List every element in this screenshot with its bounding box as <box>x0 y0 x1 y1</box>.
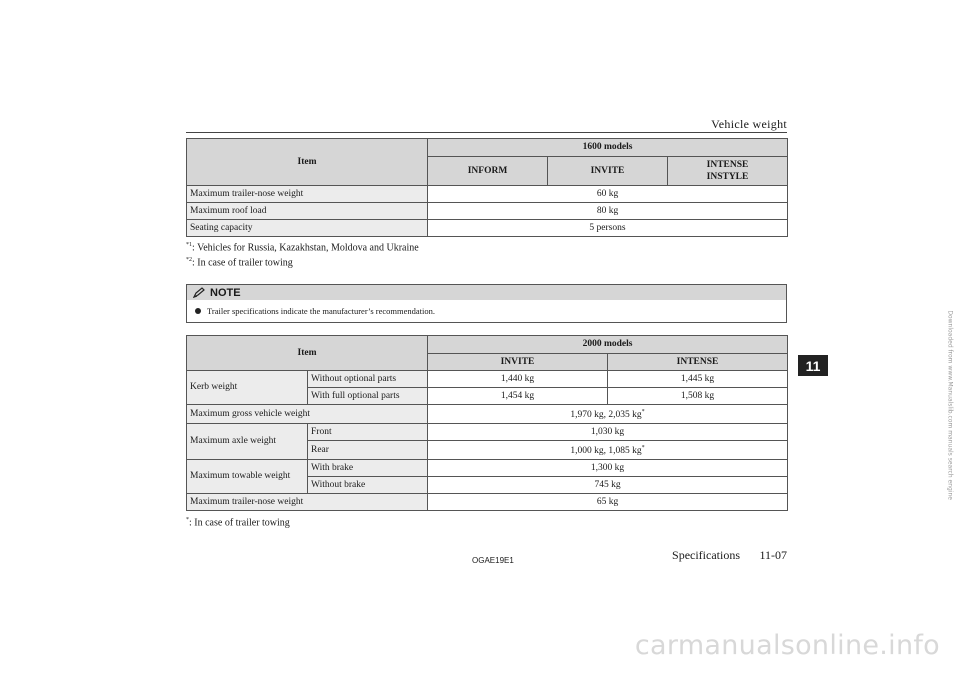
row-value: 1,440 kg <box>428 371 608 388</box>
row-value <box>428 405 788 424</box>
value-text: 1,000 kg, 1,085 kg <box>570 446 642 457</box>
row-sublabel: Front <box>308 424 428 441</box>
table-1600-models <box>186 138 788 237</box>
row-sublabel: Without brake <box>308 477 428 494</box>
table-row <box>187 405 788 424</box>
row-value: 1,030 kg <box>428 424 788 441</box>
group-header: 2000 models <box>428 336 788 354</box>
footnote-mark: * <box>641 445 645 452</box>
row-value: 1,445 kg <box>608 371 788 388</box>
footnote-text: : Vehicles for Russia, Kazakhstan, Moldova and Ukraine <box>192 242 419 254</box>
row-sublabel: With full optional parts <box>308 388 428 405</box>
row-value: 5 persons <box>428 220 788 237</box>
note-header <box>187 285 786 300</box>
row-value: 1,300 kg <box>428 460 788 477</box>
row-value <box>428 441 788 460</box>
row-value: 1,454 kg <box>428 388 608 405</box>
table-row <box>187 186 788 203</box>
document-code: OGAE19E1 <box>472 556 514 565</box>
row-value: 1,508 kg <box>608 388 788 405</box>
table-row <box>187 220 788 237</box>
variant-header: INVITE <box>548 157 668 186</box>
row-sublabel: Rear <box>308 441 428 460</box>
row-label: Kerb weight <box>187 371 308 405</box>
row-label: Maximum axle weight <box>187 424 308 460</box>
footnote-mark: * <box>641 409 645 415</box>
table-row <box>187 424 788 441</box>
table-row <box>187 460 788 477</box>
footnote-text: : In case of trailer towing <box>189 517 290 529</box>
item-header: Item <box>187 139 428 186</box>
row-value: 80 kg <box>428 203 788 220</box>
page-number: 11-07 <box>759 548 787 562</box>
note-text: Trailer specifications indicate the manufacturer’s recommendation. <box>207 305 436 316</box>
row-value: 745 kg <box>428 477 788 494</box>
variant-line: INTENSE <box>706 160 749 170</box>
row-value: 65 kg <box>428 494 788 511</box>
note-box <box>186 284 787 323</box>
bullet-icon <box>195 308 201 314</box>
watermark: carmanualsonline.info <box>634 630 940 661</box>
header-rule <box>186 132 787 133</box>
row-label: Seating capacity <box>187 220 428 237</box>
footnote-text: : In case of trailer towing <box>192 257 293 269</box>
chapter-tab[interactable]: 11 <box>798 355 828 376</box>
section-header: Vehicle weight <box>711 117 787 131</box>
table-2000-models <box>186 335 788 511</box>
footnote-3 <box>186 517 290 528</box>
value-text: 1,970 kg, 2,035 kg <box>570 410 642 421</box>
note-title: NOTE <box>210 286 241 299</box>
footnote-1 <box>186 242 419 253</box>
variant-header: INTENSE <box>608 354 788 371</box>
row-sublabel: Without optional parts <box>308 371 428 388</box>
row-label: Maximum roof load <box>187 203 428 220</box>
row-sublabel: With brake <box>308 460 428 477</box>
row-label: Maximum gross vehicle weight <box>187 405 428 424</box>
item-header: Item <box>187 336 428 371</box>
footnote-2 <box>186 257 293 268</box>
row-value: 60 kg <box>428 186 788 203</box>
row-label: Maximum towable weight <box>187 460 308 494</box>
variant-header <box>668 157 788 186</box>
group-header: 1600 models <box>428 139 788 157</box>
note-body <box>187 300 786 321</box>
table-row <box>187 371 788 388</box>
row-label: Maximum trailer-nose weight <box>187 494 428 511</box>
footnote-mark: * <box>186 517 189 523</box>
table-row <box>187 203 788 220</box>
table-row <box>187 494 788 511</box>
variant-line: INSTYLE <box>706 172 749 182</box>
footnote-mark: *2 <box>186 257 192 263</box>
variant-header: INFORM <box>428 157 548 186</box>
footer-section: Specifications <box>672 548 740 562</box>
footnote-mark: *1 <box>186 242 192 248</box>
row-label: Maximum trailer-nose weight <box>187 186 428 203</box>
variant-header: INVITE <box>428 354 608 371</box>
pencil-icon <box>193 287 206 298</box>
side-watermark: Downloaded from www.Manualslib.com manuals search engine <box>947 310 954 500</box>
